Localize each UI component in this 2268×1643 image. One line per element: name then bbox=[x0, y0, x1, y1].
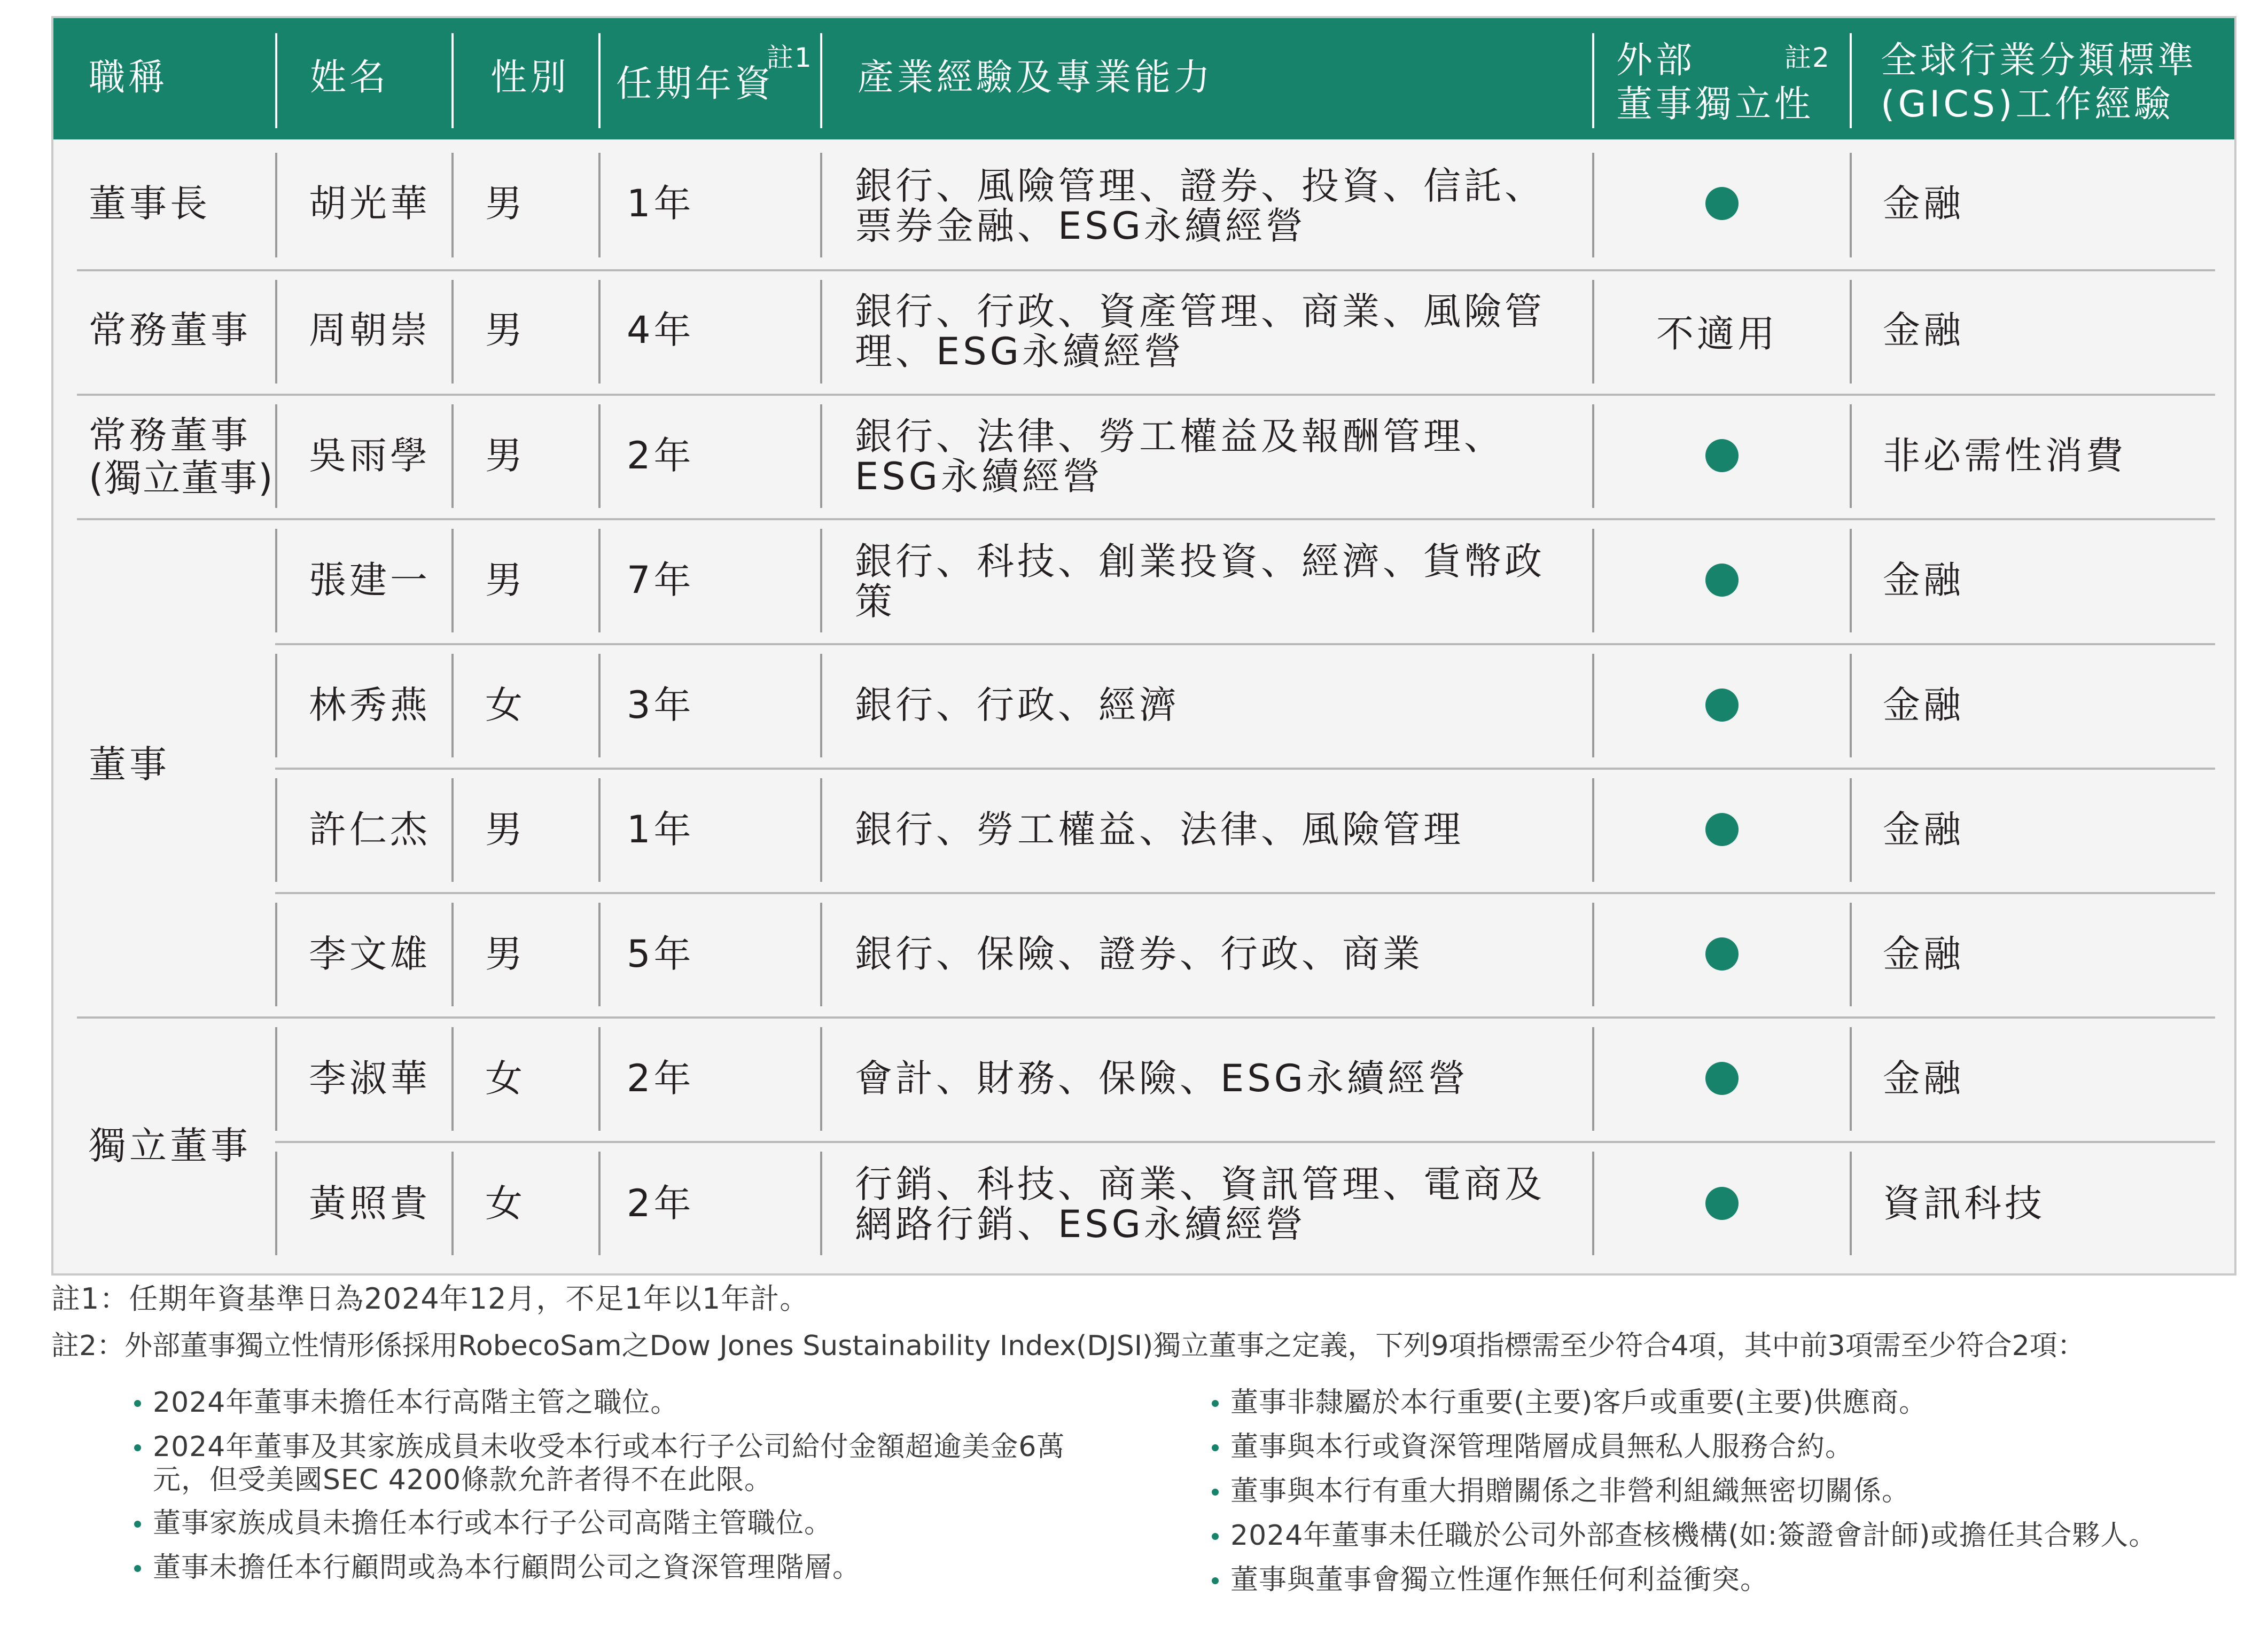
director-experience-line2: 網路行銷、ESG永續經營 bbox=[855, 1202, 1306, 1246]
director-gics: 金融 bbox=[1883, 932, 1964, 976]
director-experience-line1: 會計、財務、保險、ESG永續經營 bbox=[855, 1057, 1469, 1100]
independent-indicator bbox=[1705, 1187, 1739, 1220]
footnote-1: 註1：任期年資基準日為2024年12月，不足1年以1年計。 bbox=[51, 1282, 809, 1316]
independent-indicator bbox=[1705, 439, 1739, 472]
board-table bbox=[51, 16, 2236, 1276]
director-gender: 男 bbox=[485, 932, 526, 976]
director-tenure: 7年 bbox=[627, 558, 695, 602]
director-tenure: 1年 bbox=[627, 808, 695, 851]
director-experience-line2: 策 bbox=[855, 580, 895, 623]
director-name: 黃照貴 bbox=[309, 1182, 431, 1225]
criteria-item: 2024年董事及其家族成員未收受本行或本行子公司給付金額超逾美金6萬 bbox=[153, 1431, 1065, 1463]
independent-indicator bbox=[1705, 1062, 1739, 1095]
director-gender: 男 bbox=[485, 558, 526, 602]
header-gics-line2: (GICS)工作經驗 bbox=[1881, 83, 2174, 126]
title-director: 董事 bbox=[89, 742, 170, 786]
criteria-item: 董事與本行有重大捐贈關係之非營利組織無密切關係。 bbox=[1230, 1475, 1911, 1507]
director-gics: 資訊科技 bbox=[1883, 1182, 2045, 1225]
director-name: 李淑華 bbox=[309, 1057, 431, 1100]
header-tenure-note: 註1 bbox=[767, 42, 813, 73]
director-tenure: 2年 bbox=[627, 434, 695, 478]
director-name: 胡光華 bbox=[309, 182, 431, 225]
director-experience-line1: 銀行、行政、經濟 bbox=[855, 683, 1180, 727]
independent-indicator bbox=[1705, 813, 1739, 846]
director-gics: 金融 bbox=[1883, 558, 1964, 602]
title-independent-director: 獨立董事 bbox=[89, 1124, 251, 1168]
header-independence-note: 註2 bbox=[1784, 42, 1830, 73]
title-managing-independent-1: 常務董事 bbox=[89, 413, 251, 457]
director-gender: 女 bbox=[485, 1182, 526, 1225]
director-experience-line1: 銀行、保險、證券、行政、商業 bbox=[855, 932, 1423, 976]
director-name: 許仁杰 bbox=[309, 808, 431, 851]
director-name: 吳雨學 bbox=[309, 434, 431, 478]
header-gender: 性別 bbox=[490, 57, 570, 99]
criteria-item: 2024年董事未任職於公司外部查核機構(如:簽證會計師)或擔任其合夥人。 bbox=[1230, 1520, 2157, 1552]
director-experience-line2: 票券金融、ESG永續經營 bbox=[855, 204, 1306, 248]
director-name: 張建一 bbox=[309, 558, 431, 602]
title-chairman: 董事長 bbox=[89, 182, 211, 225]
header-title: 職稱 bbox=[89, 57, 168, 99]
header-tenure: 任期年資 bbox=[616, 63, 775, 105]
director-experience-line2: 理、ESG永續經營 bbox=[855, 330, 1184, 373]
director-gics: 非必需性消費 bbox=[1883, 434, 2126, 478]
director-experience-line1: 銀行、法律、勞工權益及報酬管理、 bbox=[855, 414, 1505, 458]
header-independence-line1: 外部 bbox=[1616, 40, 1696, 82]
director-tenure: 5年 bbox=[627, 932, 695, 976]
criteria-item: 董事與本行或資深管理階層成員無私人服務合約。 bbox=[1230, 1431, 1854, 1463]
director-gics: 金融 bbox=[1883, 182, 1964, 225]
criteria-item: 董事與董事會獨立性運作無任何利益衝突。 bbox=[1230, 1564, 1769, 1596]
director-experience-line1: 行銷、科技、商業、資訊管理、電商及 bbox=[855, 1162, 1545, 1206]
header-name: 姓名 bbox=[310, 57, 389, 99]
director-experience-line1: 銀行、風險管理、證券、投資、信託、 bbox=[855, 164, 1545, 208]
table-header bbox=[53, 18, 2234, 139]
director-name: 李文雄 bbox=[309, 932, 431, 976]
director-gics: 金融 bbox=[1883, 308, 1964, 352]
criteria-item-cont: 元，但受美國SEC 4200條款允許者得不在此限。 bbox=[153, 1464, 773, 1496]
director-tenure: 4年 bbox=[627, 308, 695, 352]
independent-indicator bbox=[1705, 689, 1739, 722]
criteria-item: 董事未擔任本行顧問或為本行顧問公司之資深管理階層。 bbox=[153, 1552, 861, 1584]
director-tenure: 2年 bbox=[627, 1057, 695, 1100]
director-gender: 男 bbox=[485, 182, 526, 225]
director-experience-line1: 銀行、科技、創業投資、經濟、貨幣政 bbox=[855, 539, 1545, 583]
director-gender: 女 bbox=[485, 683, 526, 727]
criteria-item: 董事家族成員未擔任本行或本行子公司高階主管職位。 bbox=[153, 1507, 833, 1539]
criteria-item: 董事非隸屬於本行重要(主要)客戶或重要(主要)供應商。 bbox=[1230, 1387, 1928, 1419]
title-managing-director: 常務董事 bbox=[89, 308, 251, 352]
independence-not-applicable: 不適用 bbox=[1656, 312, 1778, 356]
director-experience-line2: ESG永續經營 bbox=[855, 455, 1103, 498]
director-gics: 金融 bbox=[1883, 808, 1964, 851]
header-experience: 產業經驗及專業能力 bbox=[858, 57, 1214, 99]
independent-indicator bbox=[1705, 187, 1739, 220]
header-gics-line1: 全球行業分類標準 bbox=[1881, 40, 2197, 82]
independent-indicator bbox=[1705, 564, 1739, 597]
director-gender: 男 bbox=[485, 808, 526, 851]
director-tenure: 3年 bbox=[627, 683, 695, 727]
director-name: 林秀燕 bbox=[309, 683, 431, 727]
director-tenure: 1年 bbox=[627, 182, 695, 225]
director-tenure: 2年 bbox=[627, 1182, 695, 1225]
director-gender: 男 bbox=[485, 308, 526, 352]
footnote-2: 註2：外部董事獨立性情形係採用RobecoSam之Dow Jones Sustainability Index(DJSI)獨立董事之定義，下列9項指標需至少符合4項，其中前3項需至少符合2項： bbox=[51, 1330, 2085, 1362]
director-experience-line1: 銀行、行政、資產管理、商業、風險管 bbox=[855, 290, 1545, 333]
title-managing-independent-2: (獨立董事) bbox=[89, 456, 274, 500]
director-name: 周朝崇 bbox=[309, 308, 431, 352]
director-gender: 男 bbox=[485, 434, 526, 478]
director-gics: 金融 bbox=[1883, 683, 1964, 727]
director-experience-line1: 銀行、勞工權益、法律、風險管理 bbox=[855, 808, 1464, 851]
criteria-item: 2024年董事未擔任本行高階主管之職位。 bbox=[153, 1387, 679, 1419]
header-independence-line2: 董事獨立性 bbox=[1616, 83, 1814, 126]
independent-indicator bbox=[1705, 937, 1739, 971]
director-gics: 金融 bbox=[1883, 1057, 1964, 1100]
director-gender: 女 bbox=[485, 1057, 526, 1100]
